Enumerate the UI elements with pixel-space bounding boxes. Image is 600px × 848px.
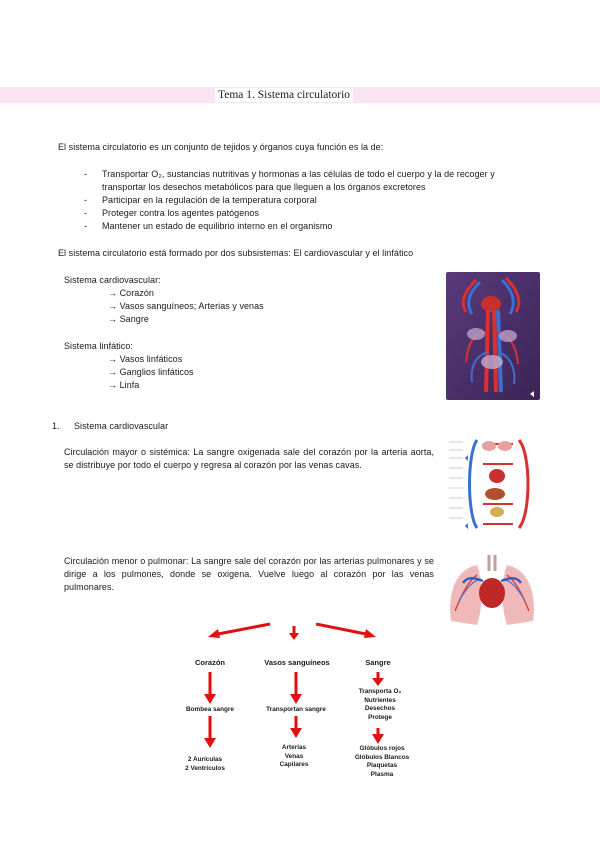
list-item: Transporta O₂ [358, 688, 402, 695]
list-item: Glóbulos rojos [359, 745, 405, 752]
minor-circulation-paragraph: Circulación menor o pulmonar: La sangre sale del corazón por las arterias pulmonares y se dirige a los pulmones, donde se oxigena. Vuelve luego al corazón por las venas pulmonares. [64, 556, 434, 592]
list-item: 2 Ventrículos [185, 764, 225, 772]
section-number: 1. [52, 421, 60, 431]
list-item: → Sangre [108, 314, 149, 324]
list-item: Nutrientes [364, 696, 396, 704]
list-item: Plasma [370, 770, 394, 778]
pulmonary-circulation-illustration [443, 551, 541, 631]
list-item: transportar los desechos metabólicos para que lleguen a los órganos excretores [102, 182, 426, 192]
list-item: Venas [284, 752, 304, 760]
bullet-marker: - [84, 208, 88, 218]
circulatory-system-illustration [446, 272, 540, 400]
list-item: Mantener un estado de equilibrio interno en el organismo [102, 221, 333, 231]
node-bombea: Bombea sangre [186, 706, 234, 713]
composition-paragraph: El sistema circulatorio está formado por dos subsistemas: El cardiovascular y el linfático [58, 248, 414, 258]
sangre-parts [340, 745, 424, 779]
list-item: Desechos [364, 705, 396, 712]
intro-paragraph: El sistema circulatorio es un conjunto de tejidos y órganos cuya función es la de: [58, 142, 384, 152]
list-item: Plaquetas [366, 762, 398, 769]
list-item: Proteger contra los agentes patógenos [102, 208, 259, 218]
top-arrows [170, 620, 430, 640]
list-item: → Vasos linfáticos [108, 354, 183, 364]
bullet-marker: - [84, 169, 88, 179]
list-item: → Ganglios linfáticos [108, 367, 194, 377]
lymph-heading: Sistema linfático: [64, 341, 133, 351]
list-item: Capilares [279, 761, 309, 768]
page-title: Tema 1. Sistema circulatorio [215, 88, 353, 102]
cardio-heading: Sistema cardiovascular: [64, 275, 161, 285]
corazon-parts [170, 756, 240, 773]
list-item: 2 Aurículas [187, 756, 223, 763]
list-item: Participar en la regulación de la temperatura corporal [102, 195, 317, 205]
node-sangre: Sangre [365, 658, 391, 667]
node-vasos: Vasos sanguíneos [264, 658, 330, 667]
major-circulation-paragraph: Circulación mayor o sistémica: La sangre oxigenada sale del corazón por la arteria aorta, se distribuye por todo el cuerpo y regresa al corazón por las venas cavas. [64, 447, 434, 470]
vasos-types [262, 744, 326, 770]
list-item: Transportar O₂, sustancias nutritivas y hormonas a las células de todo el cuerpo y la de recoger y [102, 169, 495, 179]
bullet-marker: - [84, 221, 88, 231]
systemic-circulation-diagram [447, 434, 539, 534]
list-item: → Linfa [108, 380, 140, 390]
list-item: Glóbulos Blancos [354, 753, 410, 761]
section-title: Sistema cardiovascular [74, 421, 169, 431]
node-transportan: Transportan sangre [266, 706, 326, 713]
bullet-marker: - [84, 195, 88, 205]
list-item: Protege [368, 713, 392, 721]
list-item: → Corazón [108, 288, 154, 298]
node-corazon: Corazón [195, 658, 225, 667]
list-item: → Vasos sanguíneos; Arterias y venas [108, 301, 264, 311]
lower-arrows [190, 714, 400, 748]
list-item: Arterias [281, 744, 307, 751]
